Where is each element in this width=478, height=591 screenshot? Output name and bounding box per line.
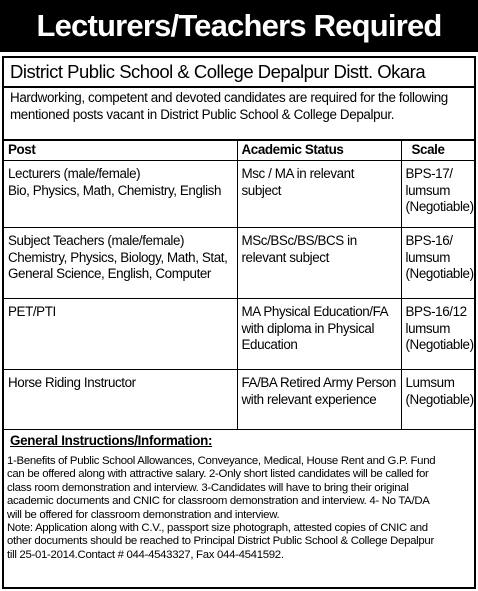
cell-line: (Negotiable) [405,337,474,352]
cell-scale [401,228,474,299]
headline-banner: Lecturers/Teachers Required [0,0,478,52]
cell-line: BPS-17/ [405,166,453,181]
cell-line: Chemistry, Physics, Biology, Math, Stat, [8,249,228,265]
school-name: District Public School & College Depalpur Distt. Okara [4,58,474,88]
cell-line: relevant subject [241,249,329,265]
cell-line: BPS-16/12 [405,304,467,319]
cell-line: Msc / MA in relevant [241,166,355,181]
instruction-line: class room demonstration and interview. 3-Candidates will have to bring their original [7,481,409,494]
cell-post [4,161,237,228]
intro-paragraph: Hardworking, competent and devoted candidates are required for the following mentioned posts vacant in District Public School & College Depalpur. [10,90,448,122]
cell-line: (Negotiable) [405,199,474,214]
cell-line: PET/PTI [8,304,56,319]
instruction-line: other documents should be reached to Principal District Public School & College Depalpur [7,535,434,548]
header-academic-status: Academic Status [237,140,401,161]
cell-line: Subject Teachers (male/female) [8,233,185,248]
instruction-line: academic documents and CNIC for classroom demonstration and interview. 4- No TA/DA [7,495,430,508]
cell-line: (Negotiable) [405,266,474,281]
header-post: Post [4,140,237,161]
cell-academic-status [237,370,401,430]
cell-line: BPS-16/ [405,233,453,248]
cell-post [4,370,237,430]
cell-line: General Science, English, Computer [8,266,211,281]
cell-line: Lecturers (male/female) [8,166,141,181]
cell-post [4,228,237,299]
table-row [4,370,474,430]
cell-scale [401,161,474,228]
cell-post [4,299,237,370]
instruction-line: 1-Benefits of Public School Allowances, Conveyance, Medical, House Rent and G.P. Fund [7,455,436,467]
posts-table [4,139,474,430]
cell-line: MSc/BSc/BS/BCS in [241,233,357,248]
cell-scale [401,299,474,370]
instruction-line: till 25-01-2014.Contact # 044-4543327, Fax 044-4541592. [7,548,284,561]
instruction-line: can be offered along with attractive salary. 2-Only short listed candidates will be called for [7,468,429,481]
cell-line: MA Physical Education/FA [241,304,389,319]
instructions-text [7,455,473,562]
table-row [4,299,474,370]
cell-line: Horse Riding Instructor [8,375,136,390]
table-header-row [4,140,474,161]
instructions-title: General Instructions/Information: [10,433,213,448]
instruction-line: will be offered for classroom demonstration and interview. [7,508,280,521]
cell-line: Bio, Physics, Math, Chemistry, English [8,182,222,198]
cell-line: lumsum [405,182,450,198]
cell-line: lumsum [405,320,450,336]
cell-line: (Negotiable) [405,391,474,407]
cell-line: with relevant experience [241,391,377,407]
ad-frame [2,56,476,589]
cell-line: lumsum [405,249,450,265]
cell-line: with diploma in Physical [241,320,375,336]
cell-academic-status [237,228,401,299]
table-row [4,228,474,299]
cell-scale [401,370,474,430]
cell-line: FA/BA Retired Army Person [241,375,396,390]
cell-academic-status [237,161,401,228]
instruction-line: Note: Application along with C.V., passport size photograph, attested copies of CNIC and [7,522,428,535]
cell-line: Lumsum [405,375,455,390]
header-scale: Scale [401,140,474,161]
cell-academic-status [237,299,401,370]
cell-line: Education [241,337,298,352]
table-row [4,161,474,228]
cell-line: subject [241,182,282,198]
